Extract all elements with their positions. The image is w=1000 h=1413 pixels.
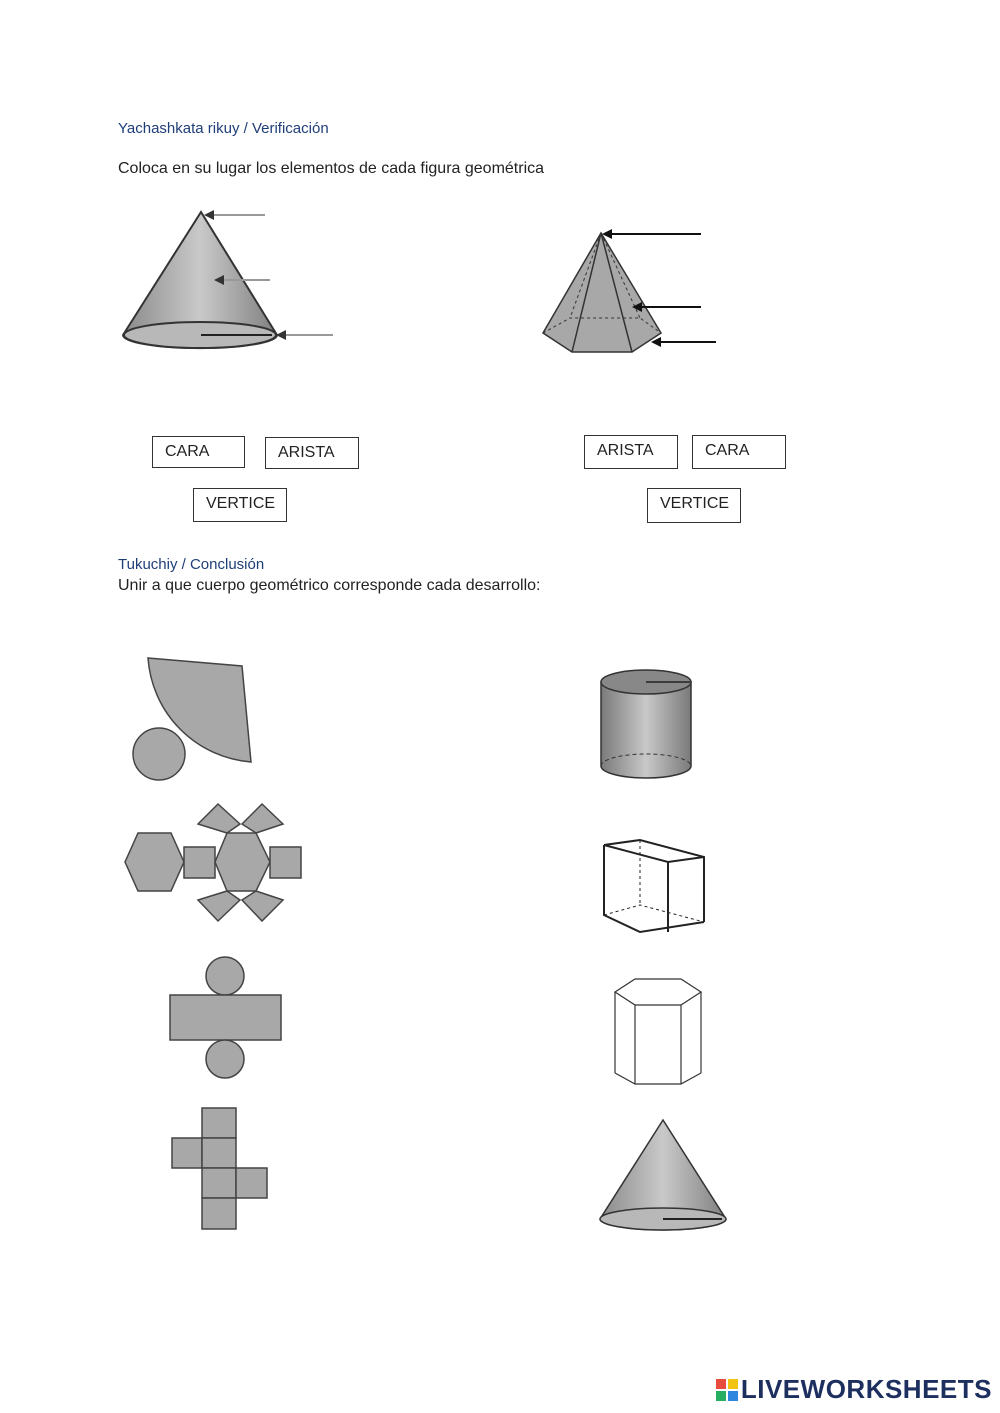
cone-label-vertice[interactable]: VERTICE: [193, 488, 287, 522]
cube-net: [172, 1108, 267, 1229]
pyramid-arrow-face: [651, 337, 716, 347]
pyramid-label-cara[interactable]: CARA: [692, 435, 786, 469]
verification-instruction: Coloca en su lugar los elementos de cada figura geométrica: [118, 160, 545, 177]
pyramid-label-vertice[interactable]: VERTICE: [647, 488, 741, 523]
cone-label-cara[interactable]: CARA: [152, 436, 245, 468]
cube-solid: [604, 840, 704, 932]
liveworksheets-logo: [716, 1374, 992, 1405]
logo-text: LIVEWORKSHEETS: [740, 1374, 992, 1404]
cone-label-arista[interactable]: ARISTA: [265, 437, 359, 469]
conclusion-heading: Tukuchiy / Conclusión: [118, 556, 265, 573]
hexagonal-prism-solid: [615, 979, 701, 1084]
pyramid-label-arista[interactable]: ARISTA: [584, 435, 678, 469]
cone-arrow-vertex: [204, 210, 265, 220]
cone-net: [133, 658, 251, 780]
cylinder-net: [170, 957, 281, 1078]
cone-arrow-edge: [276, 330, 333, 340]
pyramid-figure: [543, 233, 661, 352]
cone-solid: [600, 1120, 726, 1230]
cylinder-solid: [601, 670, 691, 778]
conclusion-instruction: Unir a que cuerpo geométrico corresponde cada desarrollo:: [118, 577, 541, 594]
verification-heading: Yachashkata rikuy / Verificación: [118, 120, 329, 137]
hexagonal-prism-net: [125, 804, 301, 921]
logo-grid-icon: [716, 1379, 738, 1401]
pyramid-arrow-vertex: [602, 229, 701, 239]
